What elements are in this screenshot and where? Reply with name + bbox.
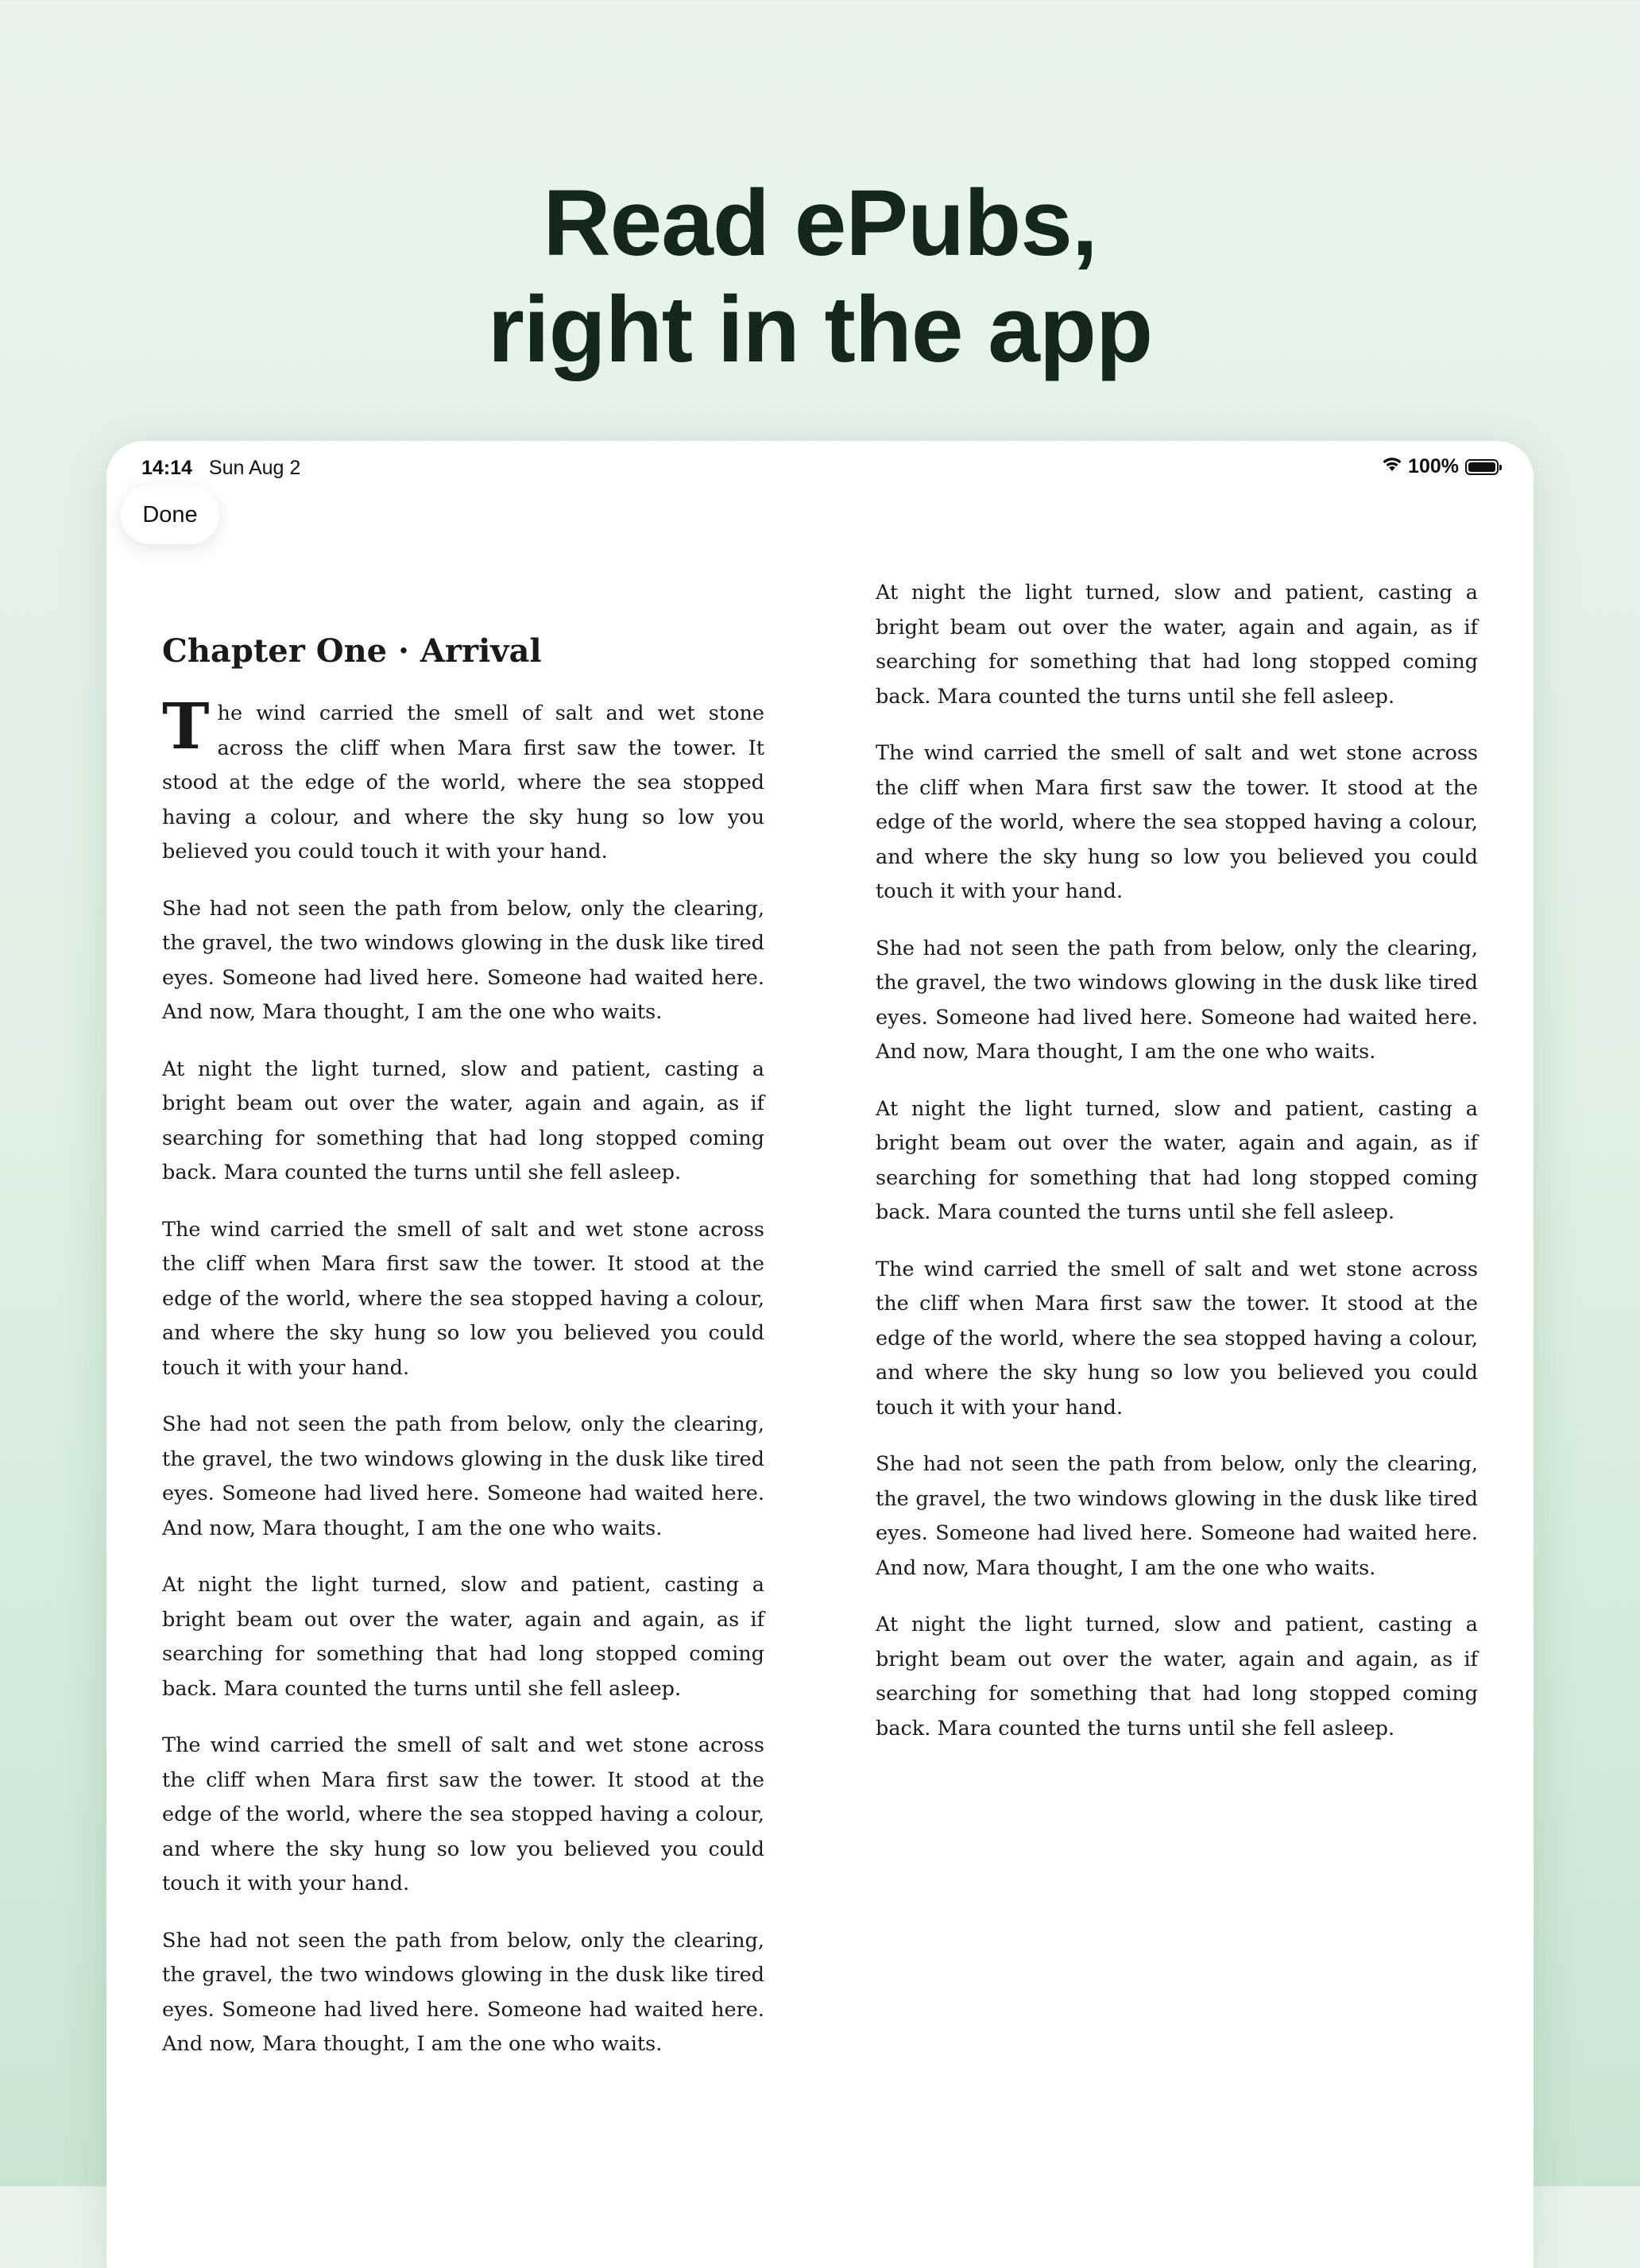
paragraph [162,689,764,870]
status-date: Sun Aug 2 [208,457,301,479]
paragraph: At night the light turned, slow and patient, casting a bright beam out over the water, again and again, as if searching for something that had long stopped coming back. Mara counted the turns until she fell asleep. [876,1613,1478,1741]
chapter-title: Chapter One · Arrival [162,632,542,670]
paragraph: The wind carried the smell of salt and wet stone across the cliff when Mara first saw the tower. It stood at the edge of the world, where the sea stopped having a colour, and where the sky hung so low you believed you could touch it with your hand. [162,1217,764,1380]
epub-reader[interactable] [162,581,1505,2268]
battery-percent: 100% [1408,455,1459,477]
status-right [1381,455,1499,478]
battery-fill [1468,462,1495,472]
paragraph: The wind carried the smell of salt and wet stone across the cliff when Mara first saw the tower. It stood at the edge of the world, where the sea stopped having a colour, and where the sky hung so low you believed you could touch it with your hand. [876,1257,1478,1420]
headline-line-1: Read ePubs, [543,171,1097,276]
device-screen [106,441,1534,2268]
reader-column-left [162,632,764,2084]
paragraph: The wind carried the smell of salt and wet stone across the cliff when Mara first saw the tower. It stood at the edge of the world, where the sea stopped having a colour, and where the sky hung so low you believed you could touch it with your hand. [876,741,1478,903]
paragraph: She had not seen the path from below, only the clearing, the gravel, the two windows glowing in the dusk like tired eyes. Someone had lived here. Someone had waited here. And now, Mara thought, I am the one who waits. [162,1412,764,1540]
status-time: 14:14 [141,457,192,479]
paragraph: She had not seen the path from below, only the clearing, the gravel, the two windows glowing in the dusk like tired eyes. Someone had lived here. Someone had waited here. And now, Mara thought, I am the one who waits. [162,896,764,1024]
paragraph: At night the light turned, slow and patient, casting a bright beam out over the water, again and again, as if searching for something that had long stopped coming back. Mara counted the turns until she fell asleep. [876,1096,1478,1224]
paragraph: She had not seen the path from below, only the clearing, the gravel, the two windows glowing in the dusk like tired eyes. Someone had lived here. Someone had waited here. And now, Mara thought, I am the one who waits. [162,1928,764,2056]
promo-headline [0,170,1640,383]
paragraph: The wind carried the smell of salt and wet stone across the cliff when Mara first saw the tower. It stood at the edge of the world, where the sea stopped having a colour, and where the sky hung so low you believed you could touch it with your hand. [162,1733,764,1895]
paragraph: At night the light turned, slow and patient, casting a bright beam out over the water, again and again, as if searching for something that had long stopped coming back. Mara counted the turns until she fell asleep. [876,581,1478,709]
battery-icon [1465,459,1499,475]
paragraph: At night the light turned, slow and patient, casting a bright beam out over the water, again and again, as if searching for something that had long stopped coming back. Mara counted the turns until she fell asleep. [162,1057,764,1184]
paragraph: She had not seen the path from below, only the clearing, the gravel, the two windows glowing in the dusk like tired eyes. Someone had lived here. Someone had waited here. And now, Mara thought, I am the one who waits. [876,1452,1478,1580]
status-left [141,457,300,480]
paragraph: She had not seen the path from below, only the clearing, the gravel, the two windows glowing in the dusk like tired eyes. Someone had lived here. Someone had waited here. And now, Mara thought, I am the one who waits. [876,936,1478,1064]
paragraph-text: he wind carried the smell of salt and wet stone across the cliff when Mara first saw the tower. It stood at the edge of the world, where the sea stopped having a colour, and where the sky hung so low you believed you could touch it with your hand. [162,701,764,864]
drop-cap: T [162,689,210,763]
paragraph: At night the light turned, slow and patient, casting a bright beam out over the water, again and again, as if searching for something that had long stopped coming back. Mara counted the turns until she fell asleep. [162,1573,764,1701]
status-bar [141,452,1499,484]
headline-line-2: right in the app [487,277,1153,382]
wifi-icon [1381,455,1403,478]
done-button[interactable]: Done [121,485,219,544]
reader-column-right [876,576,1478,1768]
